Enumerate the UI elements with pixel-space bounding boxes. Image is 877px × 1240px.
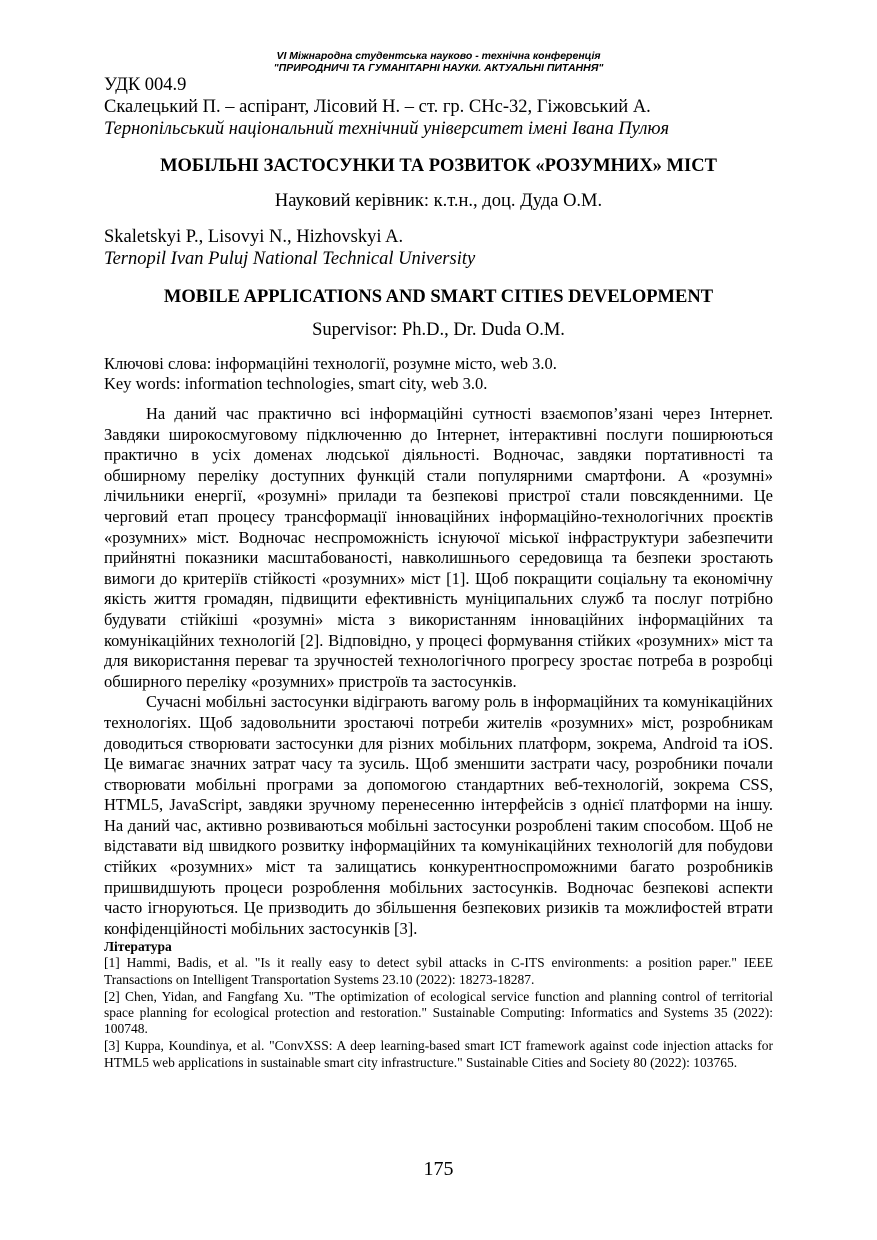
paper-title-en: MOBILE APPLICATIONS AND SMART CITIES DEVELOPMENT bbox=[163, 287, 714, 307]
reference-item: [3] Kuppa, Koundinya, et al. "ConvXSS: A deep learning-based smart ICT framework against code injection attacks for HTML5 web applications in sustainable smart city infrastructure." Sustainable Cities and Society 80 (2022): 103765. bbox=[104, 1038, 773, 1070]
paper-page bbox=[104, 50, 773, 1072]
affiliation-en: Ternopil Ivan Puluj National Technical University bbox=[104, 249, 476, 269]
paper-title-ua: МОБІЛЬНІ ЗАСТОСУНКИ ТА РОЗВИТОК «РОЗУМНИХ» МІСТ bbox=[160, 156, 717, 176]
udc-code: УДК 004.9 bbox=[104, 75, 187, 95]
keywords-block bbox=[104, 354, 773, 394]
conference-header bbox=[104, 50, 773, 74]
body-paragraph: На даний час практично всі інформаційні сутності взаємопов’язані через Інтернет. Завдяки широкосмуговому підключенню до Інтернет, інтерактивні послуги поширюються практично в усіх доменах людської діяльності. Водночас, завдяки портативності та обширному переліку доступних функцій стали популярними смартфони. А «розумні» лічильники енергії, «розумні» прилади та безпекові пристрої стали повсякденними. Це черговий етап процесу трансформації інноваційних інформаційно-технологічних проєктів «розумних» міст. Водночас неспроможність існуючої міської інфраструктури забезпечити прийнятні показники масштабованості, навколишнього середовища та безпеки зростають вимоги до критеріїв стійкості «розумних» міст [1]. Щоб покращити соціальну та економічну якість життя громадян, підвищити ефективність муніципальних служб та послуг потрібно будувати стійкіші «розумні» міста з використанням інноваційних інформаційних та комунікаційних технологій [2]. Відповідно, у процесі формування стійких «розумних» міст та для використання переваг та зручностей технологічного прогресу зростає потреба в розробці обширного переліку «розумних» пристроїв та застосунків. bbox=[104, 404, 773, 691]
keywords-ua: Ключові слова: інформаційні технології, розумне місто, web 3.0. bbox=[104, 354, 557, 373]
supervisor-ua: Науковий керівник: к.т.н., доц. Дуда О.М. bbox=[274, 191, 603, 211]
reference-item: [2] Chen, Yidan, and Fangfang Xu. "The optimization of ecological service function and planning control of territorial space planning for ecological protection and restoration." Sustainable Computing: Informatics and Systems 35 (2022): 100748. bbox=[104, 988, 773, 1037]
page-number: 175 bbox=[423, 1158, 454, 1180]
conference-theme: "ПРИРОДНИЧІ ТА ГУМАНІТАРНІ НАУКИ. АКТУАЛЬНІ ПИТАННЯ" bbox=[273, 62, 604, 74]
reference-item: [1] Hammi, Badis, et al. "Is it really easy to detect sybil attacks in C-ITS environments: a position paper." IEEE Transactions on Intelligent Transportation Systems 23.10 (2022): 18273-18287. bbox=[104, 955, 773, 987]
references-list bbox=[104, 955, 773, 1070]
body-text bbox=[104, 404, 773, 939]
affiliation-ua: Тернопільський національний технічний університет імені Івана Пулюя bbox=[104, 119, 670, 139]
conference-name: VI Міжнародна студентська науково - технічна конференція bbox=[276, 50, 601, 62]
body-paragraph: Сучасні мобільні застосунки відіграють вагому роль в інформаційних та комунікаційних технологіях. Щоб задовольнити зростаючі потреби жителів «розумних» міст, розробникам доводиться створювати застосунки для різних мобільних платформ, зокрема, Android та iOS. Це вимагає значних затрат часу та зусиль. Щоб зменшити застрати часу, розробники почали створювати мобільні програми за допомогою стандартних веб-технологій, зокрема CSS, HTML5, JavaScript, завдяки зручному перенесенню інтерфейсів з однієї платформи на іншу. На даний час, активно розвиваються мобільні застосунки розроблені таким способом. Щоб не відставати від швидкого розвитку інформаційних та комунікаційних технологій для побудови стійких «розумних» міст та залищатись конкурентноспроможними багато розробників пришвидшують процеси розроблення мобільних застосунків. Водночас безпекові аспекти часто ігноруються. Це призводить до збільшення безпекових ризиків та можлифостей втрати конфіденційності мобільних застосунків [3]. bbox=[104, 692, 773, 938]
keywords-en: Key words: information technologies, smart city, web 3.0. bbox=[104, 374, 488, 393]
authors-ua: Скалецький П. – аспірант, Лісовий Н. – ст. гр. СНс-32, Гіжовський А. bbox=[104, 97, 651, 117]
supervisor-en: Supervisor: Ph.D., Dr. Duda O.M. bbox=[312, 320, 565, 340]
references-heading: Література bbox=[104, 939, 172, 955]
authors-en: Skaletskyi P., Lisovyi N., Hizhovskyi A. bbox=[104, 227, 404, 247]
